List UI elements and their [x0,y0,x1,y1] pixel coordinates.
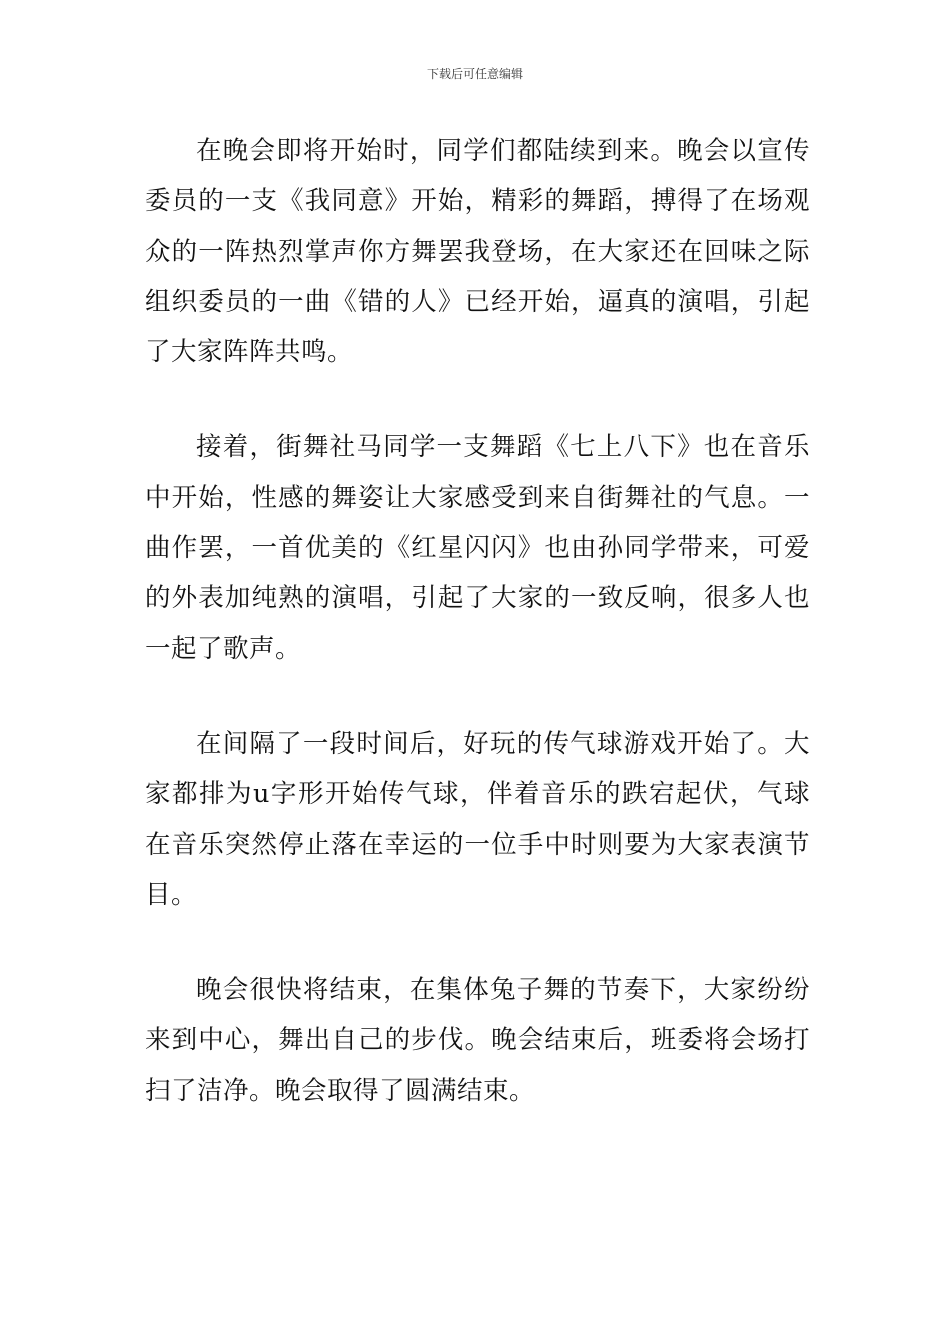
paragraph-2: 接着，街舞社马同学一支舞蹈《七上八下》也在音乐中开始，性感的舞姿让大家感受到来自街舞社的气息。一曲作罢，一首优美的《红星闪闪》也由孙同学带来，可爱的外表加纯熟的演唱，引起了大家的一致反响，很多人也一起了歌声。 [145,432,810,664]
header-note: 下载后可任意编辑 [426,67,523,81]
document-body [145,126,810,1116]
paragraph-1: 在晚会即将开始时，同学们都陆续到来。晚会以宣传委员的一支《我同意》开始，精彩的舞蹈，搏得了在场观众的一阵热烈掌声你方舞罢我登场，在大家还在回味之际组织委员的一曲《错的人》已经开始，逼真的演唱，引起了大家阵阵共鸣。 [145,136,810,368]
paragraph-4: 晚会很快将结束，在集体兔子舞的节奏下，大家纷纷来到中心，舞出自己的步伐。晚会结束后，班委将会场打扫了洁净。晚会取得了圆满结束。 [145,975,810,1106]
paragraph-3: 在间隔了一段时间后，好玩的传气球游戏开始了。大家都排为u字形开始传气球，伴着音乐的跌宕起伏，气球在音乐突然停止落在幸运的一位手中时则要为大家表演节目。 [145,728,810,910]
